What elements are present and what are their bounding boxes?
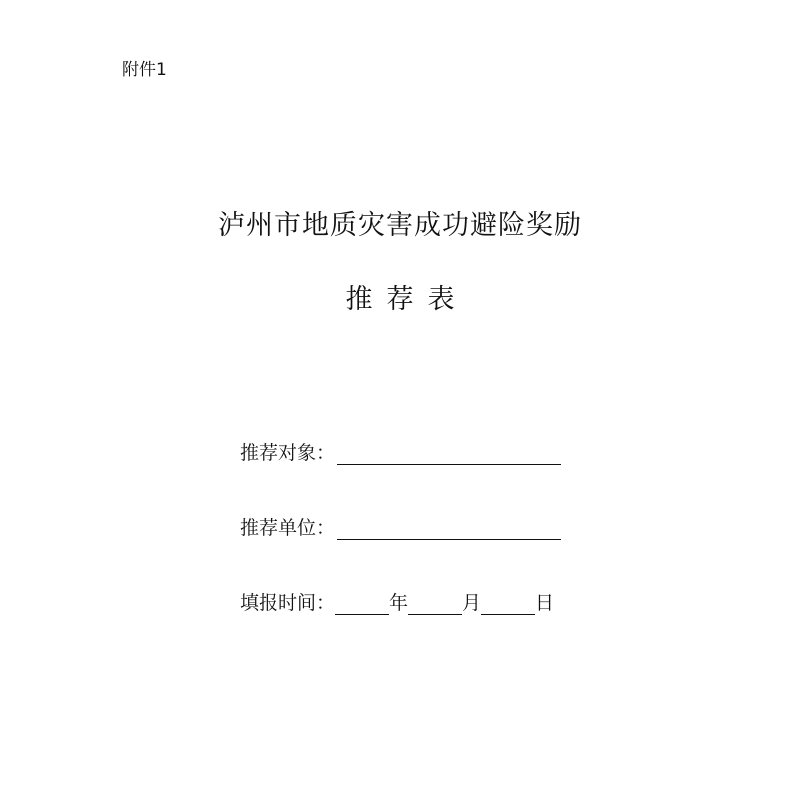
document-title: 泸州市地质灾害成功避险奖励 (218, 210, 582, 241)
fill-date-label: 填报时间： (240, 592, 336, 614)
year-label: 年 (389, 592, 409, 614)
fill-date-row (240, 588, 554, 618)
recommend-target-label: 推荐对象： (240, 442, 336, 464)
recommend-unit-label: 推荐单位： (240, 517, 336, 539)
recommend-target-blank[interactable] (337, 442, 561, 465)
month-label: 月 (462, 592, 482, 614)
year-blank[interactable] (335, 592, 389, 615)
subtitle-char: 推 (345, 284, 373, 315)
recommend-target-row (240, 438, 561, 468)
recommend-unit-blank[interactable] (337, 517, 561, 540)
day-blank[interactable] (481, 592, 535, 615)
document-subtitle (0, 280, 800, 320)
subtitle-char: 荐 (386, 284, 414, 315)
month-blank[interactable] (408, 592, 462, 615)
day-label: 日 (535, 592, 555, 614)
subtitle-char: 表 (427, 284, 455, 315)
attachment-label: 附件1 (122, 60, 167, 80)
recommend-unit-row (240, 513, 561, 543)
